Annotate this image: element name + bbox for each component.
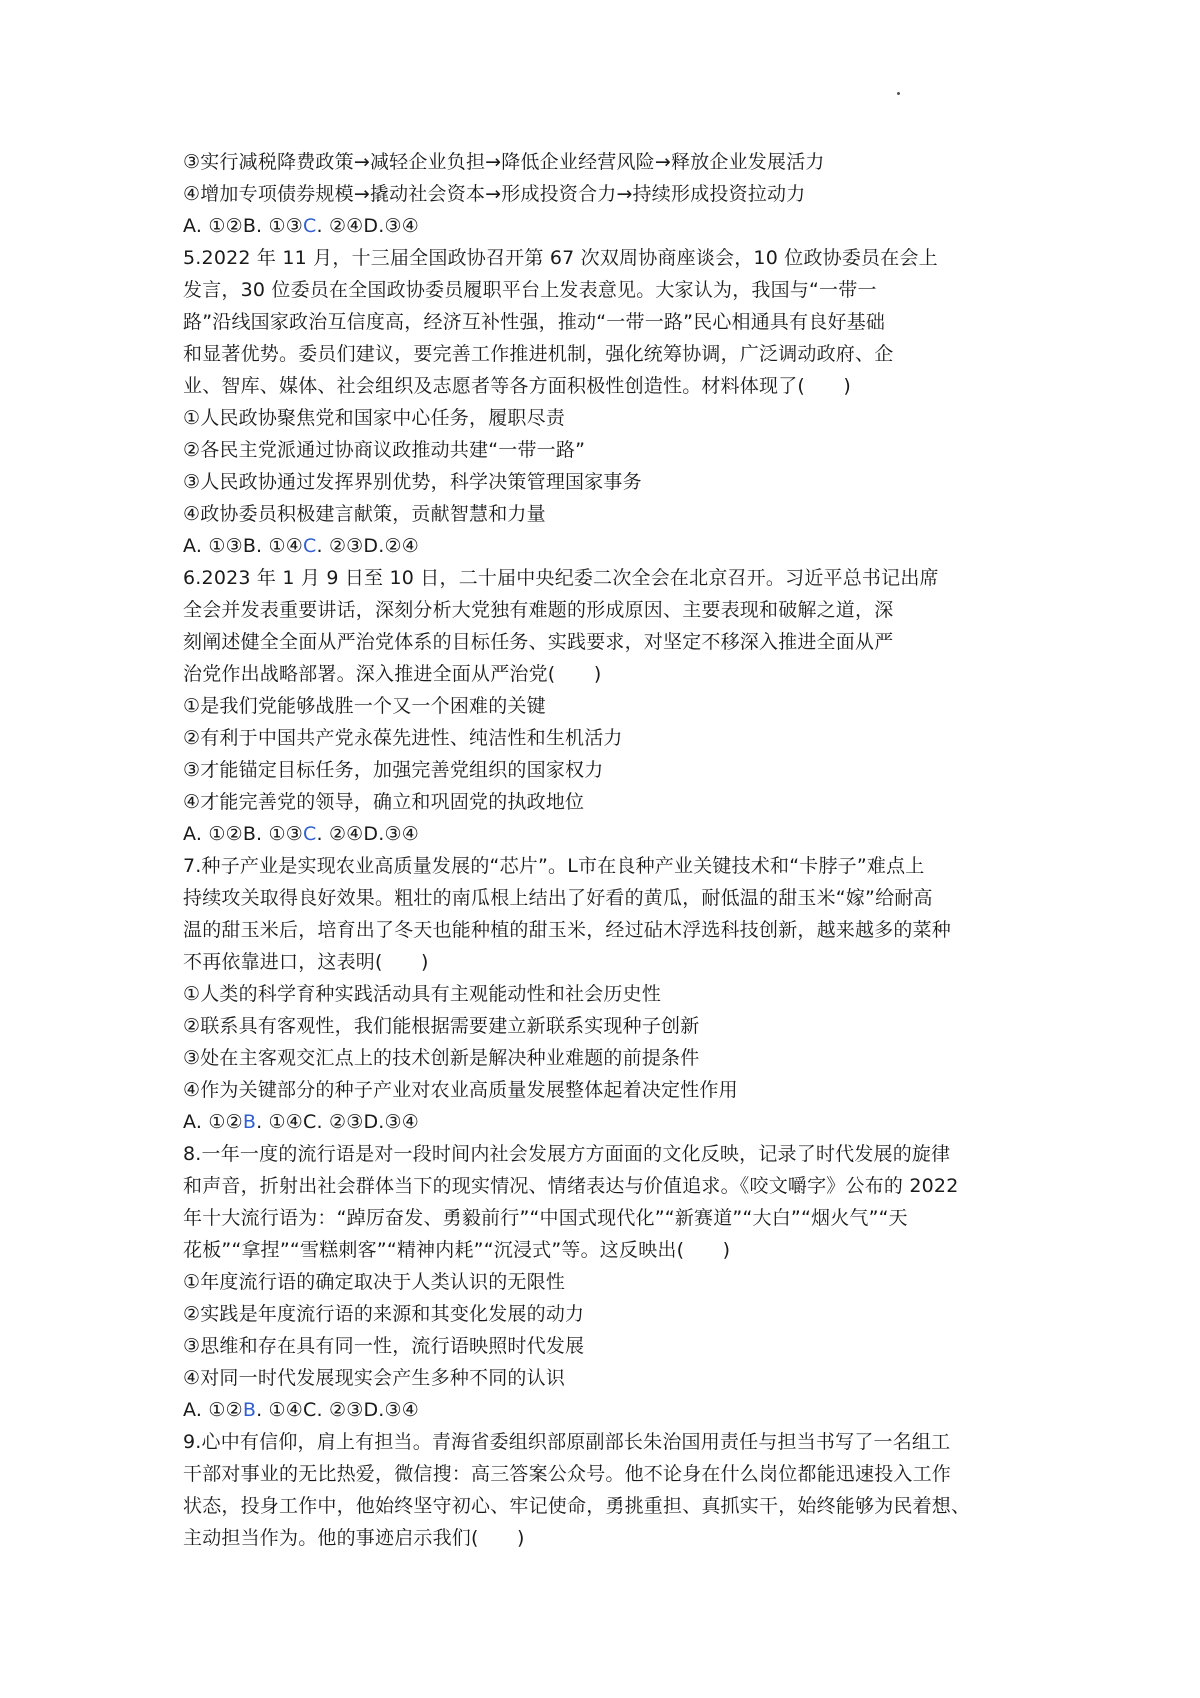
- q6-option-c-text: . ②④: [316, 823, 364, 845]
- q5-stem-line-2: 发言，30 位委员在全国政协委员履职平台上发表意见。大家认为，我国与“一带一: [183, 279, 877, 301]
- page-mark-dot: [897, 92, 900, 95]
- q6-option-c: [303, 823, 363, 845]
- q6-stem-line-3: 刻阐述健全全面从严治党体系的目标任务、实践要求，对坚定不移深入推进全面从严: [183, 631, 894, 653]
- q7-stem-line-1: 7.种子产业是实现农业高质量发展的“芯片”。L市在良种产业关键技术和“卡脖子”难点上: [183, 855, 925, 877]
- q5-stem-line-5: 业、智库、媒体、社会组织及志愿者等各方面积极性创造性。材料体现了( ): [183, 375, 852, 397]
- q4-option-b: B. ①③: [242, 215, 303, 237]
- q9-stem-line-4: 主动担当作为。他的事迹启示我们( ): [183, 1527, 525, 1549]
- q7-option-c: C. ②③: [303, 1111, 364, 1133]
- q7-stem-line-4: 不再依靠进口，这表明( ): [183, 951, 429, 973]
- q6-option-c-letter: C: [303, 823, 317, 845]
- q8-option-d: D.③④: [363, 1399, 419, 1421]
- q7-option-a: A. ①②: [183, 1111, 243, 1133]
- q5-options: [183, 530, 1043, 562]
- question-9: [183, 1426, 1043, 1554]
- q7-options: [183, 1106, 1043, 1138]
- q7-option-b-text: . ①④: [256, 1111, 304, 1133]
- q8-option-c: C. ②③: [303, 1399, 364, 1421]
- q7-stem-line-2: 持续攻关取得良好效果。粗壮的南瓜根上结出了好看的黄瓜，耐低温的甜玉米“嫁”给耐高: [183, 887, 933, 909]
- q5-option-b: B. ①④: [242, 535, 303, 557]
- q8-item-1: ①年度流行语的确定取决于人类认识的无限性: [183, 1271, 566, 1293]
- question-5: [183, 242, 1043, 562]
- q8-options: [183, 1394, 1043, 1426]
- q4-option-c-letter: C: [303, 215, 317, 237]
- question-7: [183, 850, 1043, 1138]
- q7-item-2: ②联系具有客观性，我们能根据需要建立新联系实现种子创新: [183, 1015, 700, 1037]
- q9-stem-line-1: 9.心中有信仰，肩上有担当。青海省委组织部原副部长朱治国用责任与担当书写了一名组工: [183, 1431, 951, 1453]
- q5-item-4: ④政协委员积极建言献策，贡献智慧和力量: [183, 503, 546, 525]
- q5-stem-line-1: 5.2022 年 11 月，十三届全国政协召开第 67 次双周协商座谈会，10 位政协委员在会上: [183, 247, 938, 269]
- question-6: [183, 562, 1043, 850]
- q9-stem-line-2: 干部对事业的无比热爱，微信搜：高三答案公众号。他不论身在什么岗位都能迅速投入工作: [183, 1463, 952, 1485]
- q6-item-4: ④才能完善党的领导，确立和巩固党的执政地位: [183, 791, 585, 813]
- q8-item-4: ④对同一时代发展现实会产生多种不同的认识: [183, 1367, 566, 1389]
- q7-option-d: D.③④: [363, 1111, 419, 1133]
- q5-option-c: [303, 535, 363, 557]
- q5-option-c-text: . ②③: [316, 535, 364, 557]
- q8-option-a: A. ①②: [183, 1399, 243, 1421]
- question-8: [183, 1138, 1043, 1426]
- q6-options: [183, 818, 1043, 850]
- q4-option-c-text: . ②④: [316, 215, 364, 237]
- q5-option-a: A. ①③: [183, 535, 243, 557]
- q9-stem-line-3: 状态，投身工作中，他始终坚守初心、牢记使命，勇挑重担、真抓实干，始终能够为民着想、: [183, 1495, 971, 1517]
- q7-option-b: [243, 1111, 303, 1133]
- q6-item-2: ②有利于中国共产党永葆先进性、纯洁性和生机活力: [183, 727, 623, 749]
- q7-item-4: ④作为关键部分的种子产业对农业高质量发展整体起着决定性作用: [183, 1079, 738, 1101]
- q4-options: [183, 210, 1043, 242]
- q8-option-b-text: . ①④: [256, 1399, 304, 1421]
- q7-item-3: ③处在主客观交汇点上的技术创新是解决种业难题的前提条件: [183, 1047, 700, 1069]
- q8-item-3: ③思维和存在具有同一性，流行语映照时代发展: [183, 1335, 585, 1357]
- q4-item-3: ③实行减税降费政策→减轻企业负担→降低企业经营风险→释放企业发展活力: [183, 151, 825, 173]
- q8-stem-line-4: 花板”“拿捏”“雪糕刺客”“精神内耗”“沉浸式”等。这反映出( ): [183, 1239, 731, 1261]
- q8-stem-line-2: 和声音，折射出社会群体当下的现实情况、情绪表达与价值追求。《咬文嚼字》公布的 2022: [183, 1175, 959, 1197]
- q5-stem-line-4: 和显著优势。委员们建议，要完善工作推进机制，强化统筹协调，广泛调动政府、企: [183, 343, 894, 365]
- q4-option-a: A. ①②: [183, 215, 243, 237]
- q4-item-4: ④增加专项债券规模→撬动社会资本→形成投资合力→持续形成投资拉动力: [183, 183, 806, 205]
- q5-stem-line-3: 路”沿线国家政治互信度高，经济互补性强，推动“一带一路”民心相通具有良好基础: [183, 311, 886, 333]
- q4-option-d: D.③④: [363, 215, 419, 237]
- q8-stem-line-3: 年十大流行语为：“踔厉奋发、勇毅前行”“中国式现代化”“新赛道”“大白”“烟火气”“天: [183, 1207, 908, 1229]
- q8-option-b-letter: B: [242, 1399, 257, 1421]
- q6-option-b: B. ①③: [242, 823, 303, 845]
- q5-option-c-letter: C: [303, 535, 317, 557]
- exam-content: [183, 146, 1043, 1554]
- q6-option-d: D.③④: [363, 823, 419, 845]
- q6-item-3: ③才能锚定目标任务，加强完善党组织的国家权力: [183, 759, 604, 781]
- q6-item-1: ①是我们党能够战胜一个又一个困难的关键: [183, 695, 546, 717]
- q7-item-1: ①人类的科学育种实践活动具有主观能动性和社会历史性: [183, 983, 662, 1005]
- q6-stem-line-1: 6.2023 年 1 月 9 日至 10 日，二十届中央纪委二次全会在北京召开。习近平总书记出席: [183, 567, 939, 589]
- q7-option-b-letter: B: [242, 1111, 257, 1133]
- q8-stem-line-1: 8.一年一度的流行语是对一段时间内社会发展方方面面的文化反映，记录了时代发展的旋律: [183, 1143, 951, 1165]
- q6-option-a: A. ①②: [183, 823, 243, 845]
- q5-option-d: D.②④: [363, 535, 419, 557]
- q5-item-1: ①人民政协聚焦党和国家中心任务，履职尽责: [183, 407, 566, 429]
- q5-item-2: ②各民主党派通过协商议政推动共建“一带一路”: [183, 439, 586, 461]
- q5-item-3: ③人民政协通过发挥界别优势，科学决策管理国家事务: [183, 471, 642, 493]
- question-4: [183, 146, 1043, 242]
- q6-stem-line-4: 治党作出战略部署。深入推进全面从严治党( ): [183, 663, 602, 685]
- q4-option-c: [303, 215, 363, 237]
- q8-option-b: [243, 1399, 303, 1421]
- q8-item-2: ②实践是年度流行语的来源和其变化发展的动力: [183, 1303, 585, 1325]
- q6-stem-line-2: 全会并发表重要讲话，深刻分析大党独有难题的形成原因、主要表现和破解之道，深: [183, 599, 894, 621]
- q7-stem-line-3: 温的甜玉米后，培育出了冬天也能种植的甜玉米，经过砧木浮选科技创新，越来越多的菜种: [183, 919, 952, 941]
